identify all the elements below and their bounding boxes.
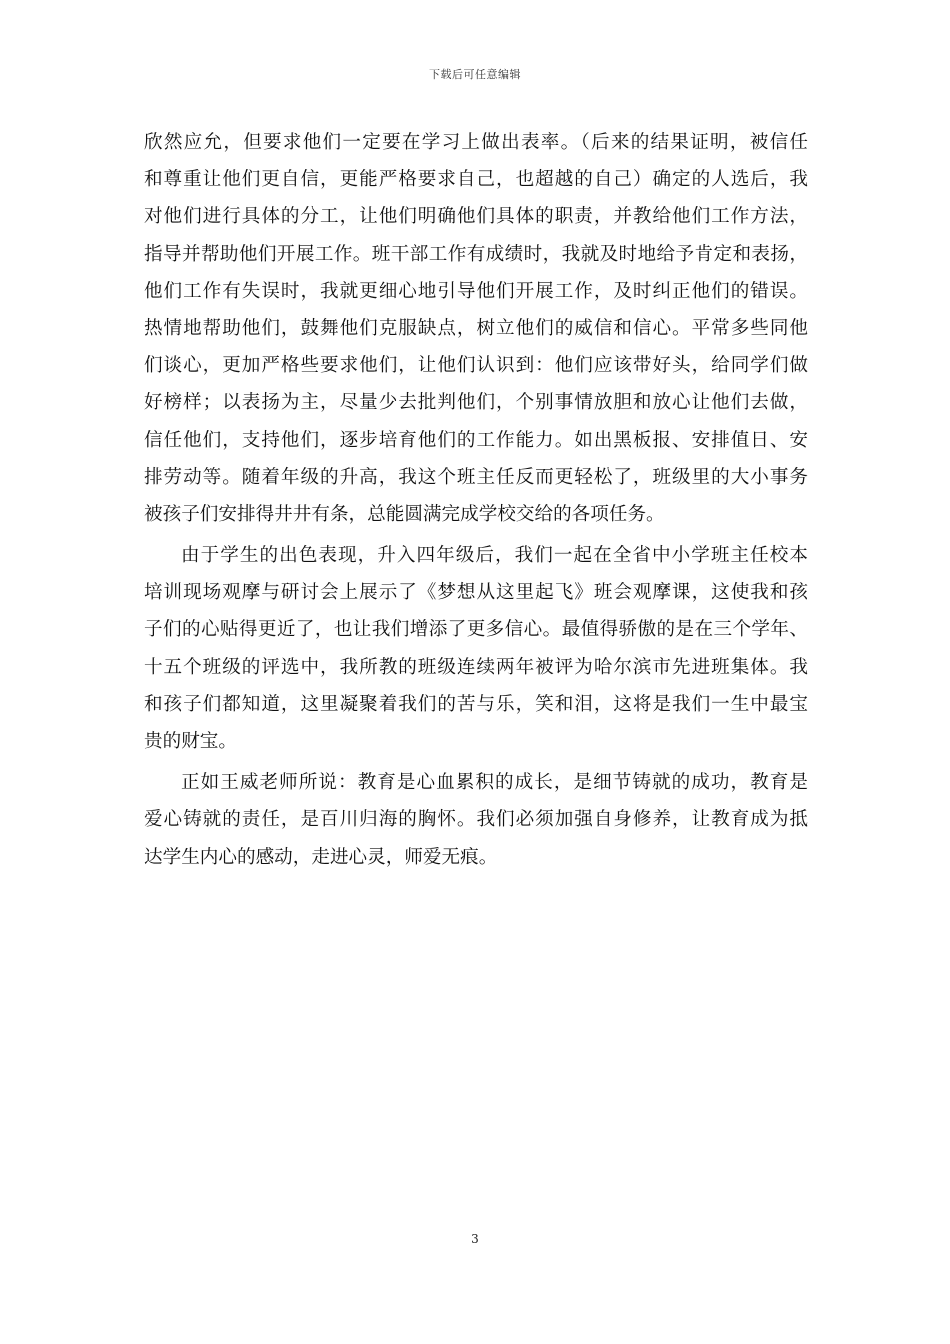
- text-line: 贵的财宝。: [144, 731, 237, 752]
- text-line: 和孩子们都知道，这里凝聚着我们的苦与乐，笑和泪，这将是我们一生中最宝: [144, 693, 808, 715]
- text-line: 被孩子们安排得井井有条，总能圆满完成学校交给的各项任务。: [144, 503, 665, 525]
- text-line: 由于学生的出色表现，升入四年级后，我们一起在全省中小学班主任校本: [181, 545, 808, 567]
- text-line: 们谈心，更加严格些要求他们，让他们认识到：他们应该带好头，给同学们做: [144, 355, 808, 377]
- text-line: 他们工作有失误时，我就更细心地引导他们开展工作，及时纠正他们的错误。: [144, 280, 808, 302]
- text-line: 信任他们，支持他们，逐步培育他们的工作能力。如出黑板报、安排值日、安: [144, 429, 808, 451]
- text-line: 十五个班级的评选中，我所教的班级连续两年被评为哈尔滨市先进班集体。我: [144, 656, 808, 678]
- text-line: 正如王威老师所说：教育是心血累积的成长，是细节铸就的成功，教育是: [181, 772, 808, 794]
- text-line: 培训现场观摩与研讨会上展示了《梦想从这里起飞》班会观摩课，这使我和孩: [144, 582, 808, 604]
- text-line: 对他们进行具体的分工，让他们明确他们具体的职责，并教给他们工作方法，: [144, 206, 808, 228]
- text-line: 好榜样；以表扬为主，尽量少去批判他们，个别事情放胆和放心让他们去做，: [144, 392, 808, 414]
- page-number: 3: [471, 1232, 479, 1246]
- text-line: 爱心铸就的责任，是百川归海的胸怀。我们必须加强自身修养，让教育成为抵: [144, 809, 808, 831]
- paragraph-2: [144, 537, 808, 760]
- text-line: 子们的心贴得更近了，也让我们增添了更多信心。最值得骄傲的是在三个学年、: [144, 619, 808, 641]
- document-body: [144, 124, 808, 876]
- text-line: 热情地帮助他们，鼓舞他们克服缺点，树立他们的威信和信心。平常多些同他: [144, 317, 808, 339]
- paragraph-3: [144, 764, 808, 876]
- text-line: 排劳动等。随着年级的升高，我这个班主任反而更轻松了，班级里的大小事务: [144, 466, 808, 488]
- paragraph-1: [144, 124, 808, 533]
- text-line: 和尊重让他们更自信，更能严格要求自己，也超越的自己）确定的人选后，我: [144, 169, 808, 191]
- page-header: 下载后可任意编辑: [429, 68, 521, 81]
- text-line: 指导并帮助他们开展工作。班干部工作有成绩时，我就及时地给予肯定和表扬，: [144, 243, 808, 265]
- text-line: 达学生内心的感动，走进心灵，师爱无痕。: [144, 846, 498, 868]
- text-line: 欣然应允，但要求他们一定要在学习上做出表率。（后来的结果证明，被信任: [144, 132, 808, 153]
